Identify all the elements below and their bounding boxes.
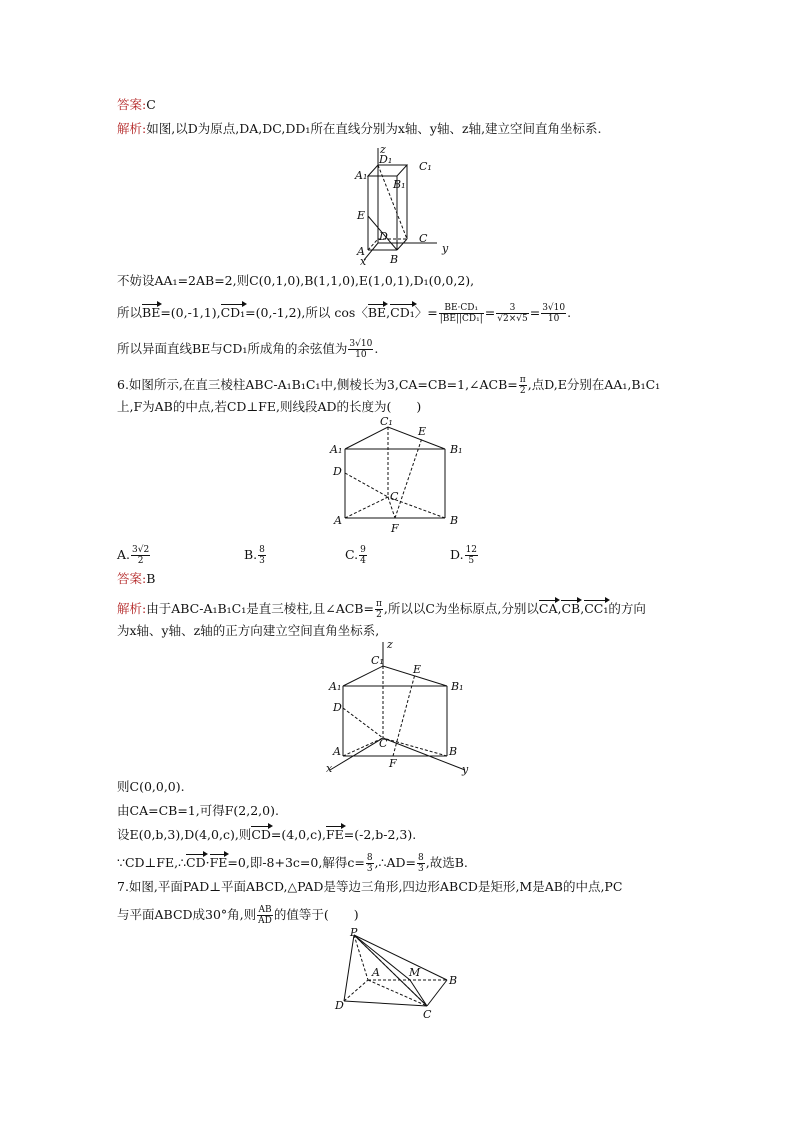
text-fragment: · [205,855,210,870]
fraction [258,545,266,566]
vector-ca: CA [538,601,558,616]
label-c1: C₁ [419,160,432,173]
q5-conclusion-line [117,339,378,360]
denominator: 3 [418,864,424,874]
label-z: z [387,638,393,651]
q6-stem-line1 [117,375,660,396]
text-fragment: = [484,305,496,320]
vector-cd: CD [186,855,206,870]
label-c: C [423,1008,432,1021]
numerator: 12 [465,545,478,555]
q5-analysis-line [117,121,602,137]
text-fragment: 所以 [117,305,143,320]
label-b: B [449,745,458,758]
text-fragment: =(-2,b-2,3). [343,827,417,842]
denominator: 2 [376,610,382,620]
fraction [366,853,374,874]
denominator: 5 [468,556,475,566]
vector-cb: CB [561,601,581,616]
text-fragment: 〉= [414,305,438,320]
numerator: π [519,375,526,385]
text-fragment: , [557,601,562,616]
label-x: x [360,255,367,268]
label-b: B [390,253,399,266]
numerator: 3√2 [132,545,150,555]
text-fragment: 的方向 [608,601,646,616]
answer-value: B [146,571,156,586]
text-fragment: ,所以以C为坐标原点,分别以 [383,601,539,616]
denominator: √2×√5 [497,314,528,324]
q6-option-a[interactable] [117,545,151,566]
vector-cd1: CD₁ [390,305,415,320]
q6-answer-line [117,571,155,587]
label-e: E [357,209,366,222]
label-z: z [380,143,386,156]
text-fragment: . [374,341,379,356]
answer-value: C [146,97,156,112]
text-fragment: =(4,0,c), [270,827,326,842]
q6-option-c[interactable] [345,545,368,566]
label-m: M [409,966,421,979]
text-fragment: 的值等于( ) [273,907,359,922]
label-e: E [418,425,427,438]
label-b1: B₁ [451,680,464,693]
denominator: AD [258,916,272,926]
numerator: π [375,599,382,609]
label-y: y [462,763,469,776]
vector-fe: FE [325,827,344,842]
fraction [257,905,273,926]
option-key: B. [244,547,258,562]
vector-cd1: CD₁ [220,305,246,320]
vector-be: BE [367,305,387,320]
q7-stem-line1: 7.如图,平面PAD⊥平面ABCD,△PAD是等边三角形,四边形ABCD是矩形,M是AB的中点,PC [117,879,623,894]
label-a: A [333,745,341,758]
analysis-label: 解析: [117,601,147,616]
denominator: 3 [366,864,373,874]
label-b: B [450,514,459,527]
numerator: 9 [360,545,366,555]
denominator: 4 [360,556,366,566]
label-a1: A₁ [330,443,343,456]
denominator: |BE||CD₁| [439,314,483,324]
label-f: F [389,757,397,770]
fraction [348,339,373,360]
text-fragment: =(0,-1,1), [160,305,221,320]
vector-fe: FE [209,855,228,870]
q6-step2: 由CA=CB=1,可得F(2,2,0). [117,803,279,818]
q6-option-b[interactable] [244,545,267,566]
q7-pyramid-figure [332,925,467,1020]
label-a: A [372,966,380,979]
option-key: C. [345,547,359,562]
label-e: E [413,663,422,676]
numerator: AB [258,905,272,915]
analysis-label: 解析: [117,121,147,136]
label-a: A [334,514,342,527]
denominator: 10 [355,350,367,360]
text-fragment: =0,即-8+3c=0,解得c= [227,855,365,870]
q6-option-d[interactable] [450,545,479,566]
label-c: C [379,737,388,750]
label-d: D [333,701,342,714]
text-fragment: . [567,305,572,320]
fraction [541,303,566,324]
q6-analysis-line2: 为x轴、y轴、z轴的正方向建立空间直角坐标系, [117,623,380,638]
text-fragment: ,故选B. [425,855,468,870]
vector-cd: CD [251,827,271,842]
label-b1: B₁ [450,443,463,456]
q5-answer-line [117,97,156,113]
label-c1: C₁ [380,415,393,428]
q6-step3 [117,827,416,843]
label-d: D [379,230,388,243]
text-fragment: 由于ABC-A₁B₁C₁是直三棱柱,且∠ACB= [146,601,374,616]
q6-step4 [117,853,468,874]
q6-prism-figure-1 [330,415,470,537]
label-d: D [335,999,344,1012]
label-c1: C₁ [371,654,384,667]
numerator: 8 [418,853,424,863]
q6-stem-line2: 上,F为AB的中点,若CD⊥FE,则线段AD的长度为( ) [117,399,422,414]
label-c: C [390,490,399,503]
fraction [131,545,150,566]
text-fragment: 6.如图所示,在直三棱柱ABC-A₁B₁C₁中,侧棱长为3,CA=CB=1,∠ACB= [117,377,518,392]
label-y: y [442,242,449,255]
analysis-text: 如图,以D为原点,DA,DC,DD₁所在直线分别为x轴、y轴、z轴,建立空间直角坐标系. [146,121,602,136]
label-p: P [350,926,358,939]
segment-cd [343,708,383,738]
numerator: 8 [366,853,373,863]
fraction [359,545,367,566]
text-fragment: = [529,305,541,320]
answer-label: 答案: [117,571,147,586]
label-a1: A₁ [355,169,368,182]
fraction [417,853,425,874]
denominator: 2 [519,386,526,396]
numerator: 8 [259,545,265,555]
fraction [439,303,484,324]
q5-coords-line: 不妨设AA₁=2AB=2,则C(0,1,0),B(1,1,0),E(1,0,1),D₁(0,0,2), [117,273,475,288]
q7-stem-line2 [117,905,359,926]
segment-fe [395,438,422,518]
segment-cd [345,473,388,497]
label-a: A [357,245,365,258]
label-d: D [333,465,342,478]
vector-be: BE [142,305,161,320]
denominator: 3 [259,556,265,566]
label-b1: B₁ [393,178,406,191]
label-b: B [449,974,458,987]
fraction [375,599,383,620]
q6-step1: 则C(0,0,0). [117,779,185,794]
text-fragment: ∵CD⊥FE,∴ [117,855,187,870]
numerator: 3√10 [542,303,566,313]
q5-cuboid-figure [355,143,455,268]
label-f: F [391,522,399,535]
vector-cc1: CC₁ [584,601,609,616]
denominator: 2 [137,556,144,566]
label-a1: A₁ [329,680,342,693]
text-fragment: 与平面ABCD成30°角,则 [117,907,257,922]
text-fragment: ,点D,E分别在AA₁,B₁C₁ [527,377,661,392]
q6-prism-figure-2 [325,640,475,775]
q6-analysis-line1 [117,599,646,620]
label-x: x [326,762,333,775]
option-key: D. [450,547,464,562]
text-fragment: , [580,601,585,616]
fraction [465,545,478,566]
option-key: A. [117,547,131,562]
label-c: C [419,232,428,245]
text-fragment: 设E(0,b,3),D(4,0,c),则 [117,827,252,842]
text-fragment: ,∴AD= [374,855,416,870]
denominator: 10 [547,314,560,324]
answer-label: 答案: [117,97,147,112]
numerator: 3√10 [349,339,373,349]
fraction [496,303,528,324]
fraction [519,375,527,396]
label-d1: D₁ [379,153,393,166]
text-fragment: =(0,-1,2),所以 cos〈 [245,305,368,320]
numerator: BE·CD₁ [439,303,484,314]
text-fragment: 所以异面直线BE与CD₁所成角的余弦值为 [117,341,348,356]
q5-vector-line: 所以BE=(0,-1,1),CD₁=(0,-1,2),所以 cos〈BE,CD₁〉= $\frac{\text{BE·CD₁}}{\text{|BE||CD₁|}}$ = $\frac{3}{√2\times√5}$ = $\frac{3√10}{10}$ . [117,303,572,324]
numerator: 3 [496,303,528,314]
